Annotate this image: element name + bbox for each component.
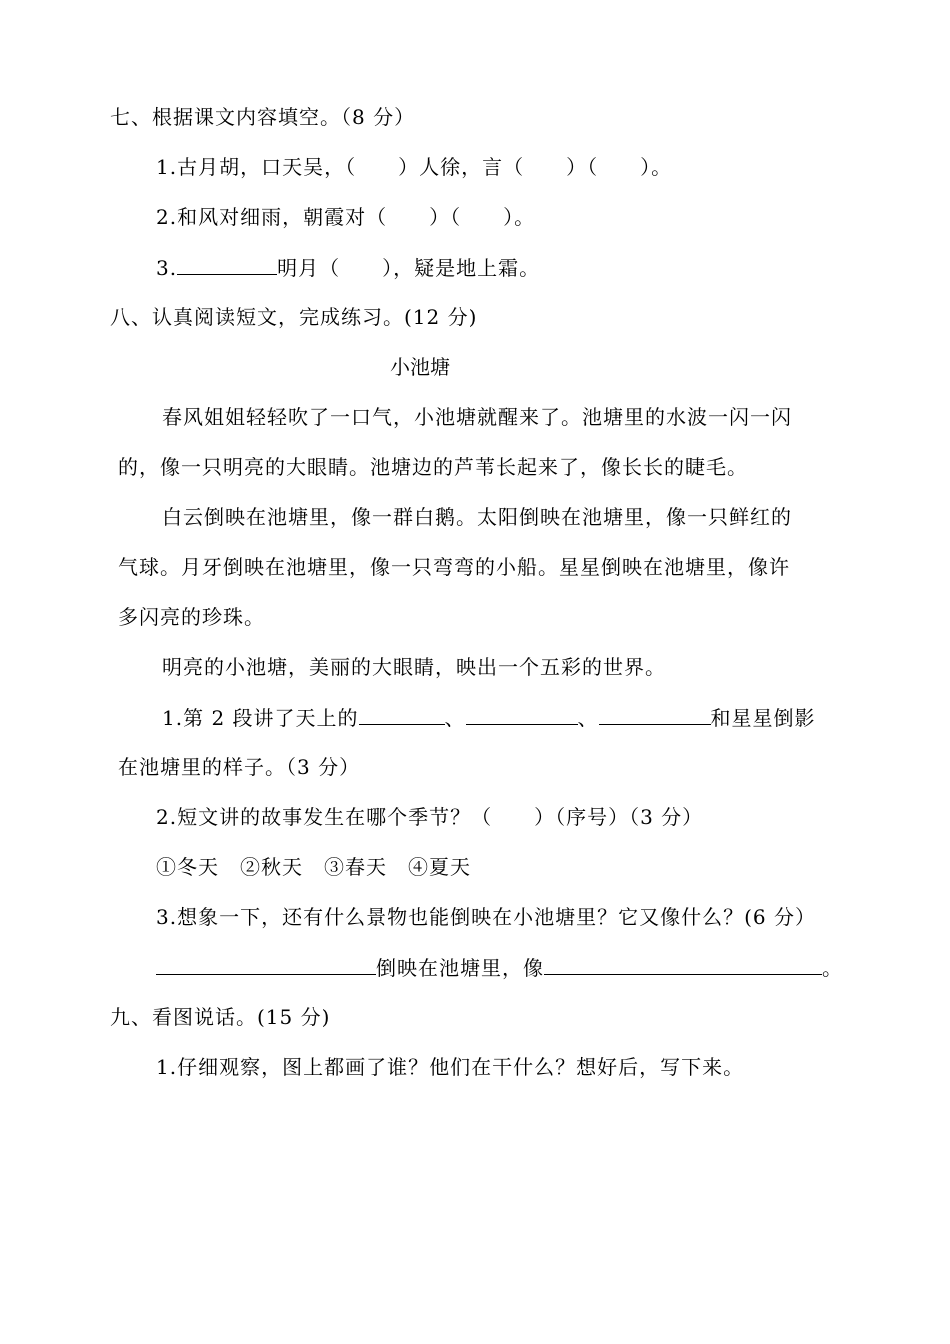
section-9-heading: 九、看图说话。(15 分): [110, 1005, 331, 1029]
blank-8-3-a[interactable]: [156, 954, 376, 975]
blank-8-1-a[interactable]: [359, 704, 445, 725]
question-8-1: [162, 704, 816, 731]
question-9-1: 1.仔细观察，图上都画了谁？他们在干什么？想好后，写下来。: [156, 1055, 745, 1079]
question-8-3-end: 。: [822, 956, 843, 980]
passage-p3: 明亮的小池塘，美丽的大眼睛，映出一个五彩的世界。: [162, 655, 666, 679]
passage-p1-line1: 春风姐姐轻轻吹了一口气，小池塘就醒来了。池塘里的水波一闪一闪: [162, 405, 792, 429]
question-7-2: 2.和风对细雨，朝霞对（ ）（ ）。: [156, 205, 536, 229]
question-8-3-mid: 倒映在池塘里，像: [376, 956, 544, 980]
passage-p2-line2: 气球。月牙倒映在池塘里，像一只弯弯的小船。星星倒映在池塘里，像许: [118, 555, 790, 579]
question-7-3-text: 明月（ ），疑是地上霜。: [277, 256, 541, 280]
question-8-1-sep2: 、: [577, 706, 599, 730]
question-7-1: 1.古月胡，口天吴，（ ）人徐，言（ ）（ ）。: [156, 155, 673, 179]
passage-p2-line3: 多闪亮的珍珠。: [118, 605, 265, 629]
passage-title: 小池塘: [390, 355, 450, 379]
question-8-1-sep1: 、: [444, 706, 466, 730]
blank-8-3-b[interactable]: [544, 954, 822, 975]
question-8-3: 3.想象一下，还有什么景物也能倒映在小池塘里？它又像什么？(6 分）: [156, 905, 816, 929]
question-7-3: [156, 254, 540, 281]
section-8-heading: 八、认真阅读短文，完成练习。(12 分): [110, 305, 478, 329]
passage-p2-line1: 白云倒映在池塘里，像一群白鹅。太阳倒映在池塘里，像一只鲜红的: [162, 505, 792, 529]
question-8-3-answer: [156, 954, 843, 981]
blank-7-3[interactable]: [177, 254, 277, 275]
blank-8-1-b[interactable]: [466, 704, 578, 725]
question-8-1-text: 1.第 2 段讲了天上的: [162, 706, 359, 730]
question-8-2-options: ①冬天 ②秋天 ③春天 ④夏天: [156, 855, 471, 879]
question-8-1-suffix: 和星星倒影: [710, 706, 816, 730]
blank-8-1-c[interactable]: [599, 704, 711, 725]
section-7-heading: 七、根据课文内容填空。（8 分）: [110, 105, 416, 129]
question-8-2: 2.短文讲的故事发生在哪个季节？（ ）（序号）（3 分）: [156, 805, 704, 829]
question-7-3-number: 3.: [156, 256, 178, 280]
passage-p1-line2: 的，像一只明亮的大眼睛。池塘边的芦苇长起来了，像长长的睫毛。: [118, 455, 748, 479]
question-8-1-line2: 在池塘里的样子。（3 分）: [118, 755, 361, 779]
